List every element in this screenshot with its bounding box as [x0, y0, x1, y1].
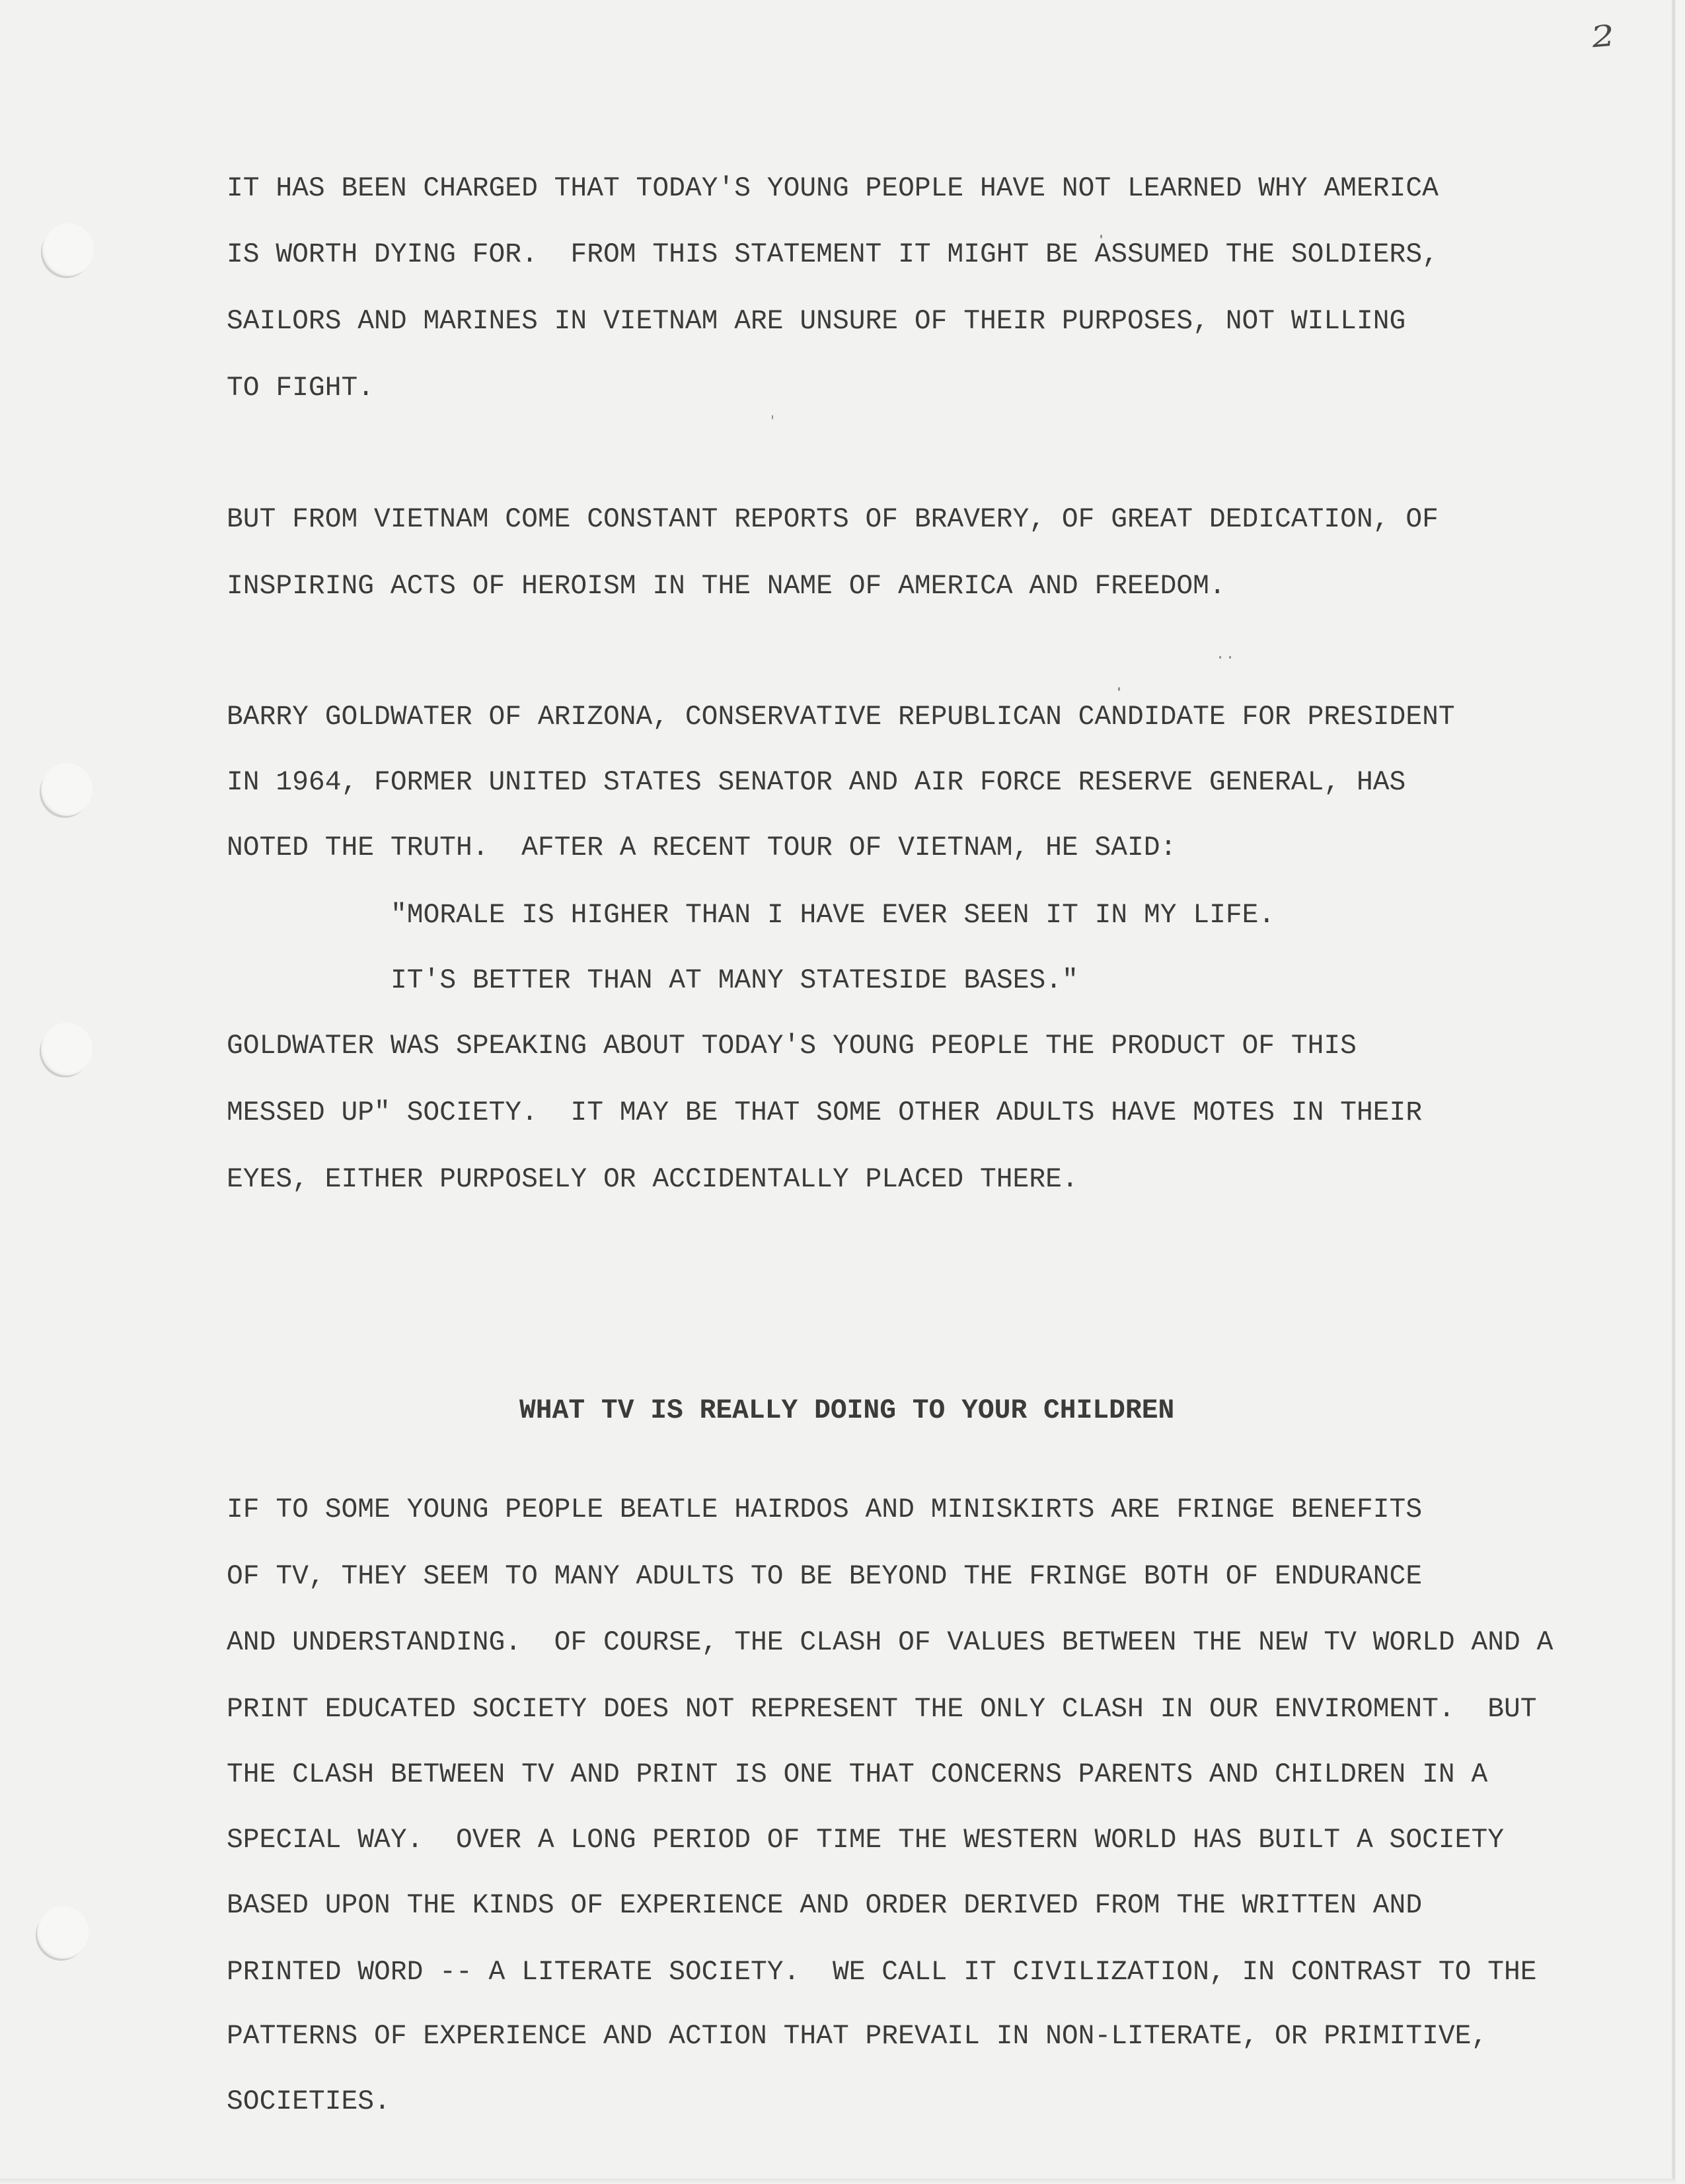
quote-line: "MORALE IS HIGHER THAN I HAVE EVER SEEN IT IN MY LIFE.	[391, 900, 1275, 931]
text-line: INSPIRING ACTS OF HEROISM IN THE NAME OF AMERICA AND FREEDOM.	[227, 571, 1226, 602]
punch-hole-icon	[42, 223, 94, 276]
text-line: IS WORTH DYING FOR. FROM THIS STATEMENT IT MIGHT BE ASSUMED THE SOLDIERS,	[227, 240, 1439, 270]
text-line: SAILORS AND MARINES IN VIETNAM ARE UNSURE OF THEIR PURPOSES, NOT WILLING	[227, 307, 1406, 337]
page-number: 2	[1589, 18, 1617, 55]
text-line: TO FIGHT.	[227, 373, 375, 404]
text-line: PRINT EDUCATED SOCIETY DOES NOT REPRESENT THE ONLY CLASH IN OUR ENVIROMENT. BUT	[227, 1694, 1537, 1725]
page-edge-margin	[1676, 0, 1685, 2184]
section-heading: WHAT TV IS REALLY DOING TO YOUR CHILDREN	[519, 1396, 1175, 1426]
text-line: PRINTED WORD -- A LITERATE SOCIETY. WE CALL IT CIVILIZATION, IN CONTRAST TO THE	[227, 1957, 1537, 1988]
ink-speck	[1118, 687, 1120, 691]
text-line: IF TO SOME YOUNG PEOPLE BEATLE HAIRDOS AND MINISKIRTS ARE FRINGE BENEFITS	[227, 1495, 1423, 1525]
text-line: MESSED UP" SOCIETY. IT MAY BE THAT SOME OTHER ADULTS HAVE MOTES IN THEIR	[227, 1098, 1423, 1128]
ink-speck	[772, 415, 773, 419]
ink-speck	[1229, 656, 1231, 659]
text-line: SOCIETIES.	[227, 2087, 391, 2117]
text-line: SPECIAL WAY. OVER A LONG PERIOD OF TIME THE WESTERN WORLD HAS BUILT A SOCIETY	[227, 1825, 1505, 1856]
text-line: THE CLASH BETWEEN TV AND PRINT IS ONE THAT CONCERNS PARENTS AND CHILDREN IN A	[227, 1760, 1488, 1790]
page-bottom-edge	[0, 2179, 1676, 2184]
text-line: GOLDWATER WAS SPEAKING ABOUT TODAY'S YOUNG PEOPLE THE PRODUCT OF THIS	[227, 1031, 1357, 1062]
text-line: AND UNDERSTANDING. OF COURSE, THE CLASH OF VALUES BETWEEN THE NEW TV WORLD AND A	[227, 1628, 1554, 1658]
text-line: BASED UPON THE KINDS OF EXPERIENCE AND ORDER DERIVED FROM THE WRITTEN AND	[227, 1891, 1423, 1921]
punch-hole-icon	[41, 1023, 93, 1075]
text-line: BARRY GOLDWATER OF ARIZONA, CONSERVATIVE REPUBLICAN CANDIDATE FOR PRESIDENT	[227, 702, 1455, 733]
text-line: OF TV, THEY SEEM TO MANY ADULTS TO BE BEYOND THE FRINGE BOTH OF ENDURANCE	[227, 1562, 1423, 1592]
punch-hole-icon	[41, 763, 93, 816]
text-line: NOTED THE TRUTH. AFTER A RECENT TOUR OF VIETNAM, HE SAID:	[227, 833, 1177, 863]
ink-speck	[1219, 656, 1221, 659]
text-line: EYES, EITHER PURPOSELY OR ACCIDENTALLY PLACED THERE.	[227, 1165, 1078, 1195]
text-line: IN 1964, FORMER UNITED STATES SENATOR AND AIR FORCE RESERVE GENERAL, HAS	[227, 768, 1406, 798]
punch-hole-icon	[37, 1906, 89, 1959]
text-line: PATTERNS OF EXPERIENCE AND ACTION THAT PREVAIL IN NON-LITERATE, OR PRIMITIVE,	[227, 2021, 1488, 2052]
text-line: IT HAS BEEN CHARGED THAT TODAY'S YOUNG PEOPLE HAVE NOT LEARNED WHY AMERICA	[227, 174, 1439, 204]
text-line: BUT FROM VIETNAM COME CONSTANT REPORTS OF BRAVERY, OF GREAT DEDICATION, OF	[227, 505, 1439, 535]
quote-line: IT'S BETTER THAN AT MANY STATESIDE BASES."	[391, 966, 1078, 996]
